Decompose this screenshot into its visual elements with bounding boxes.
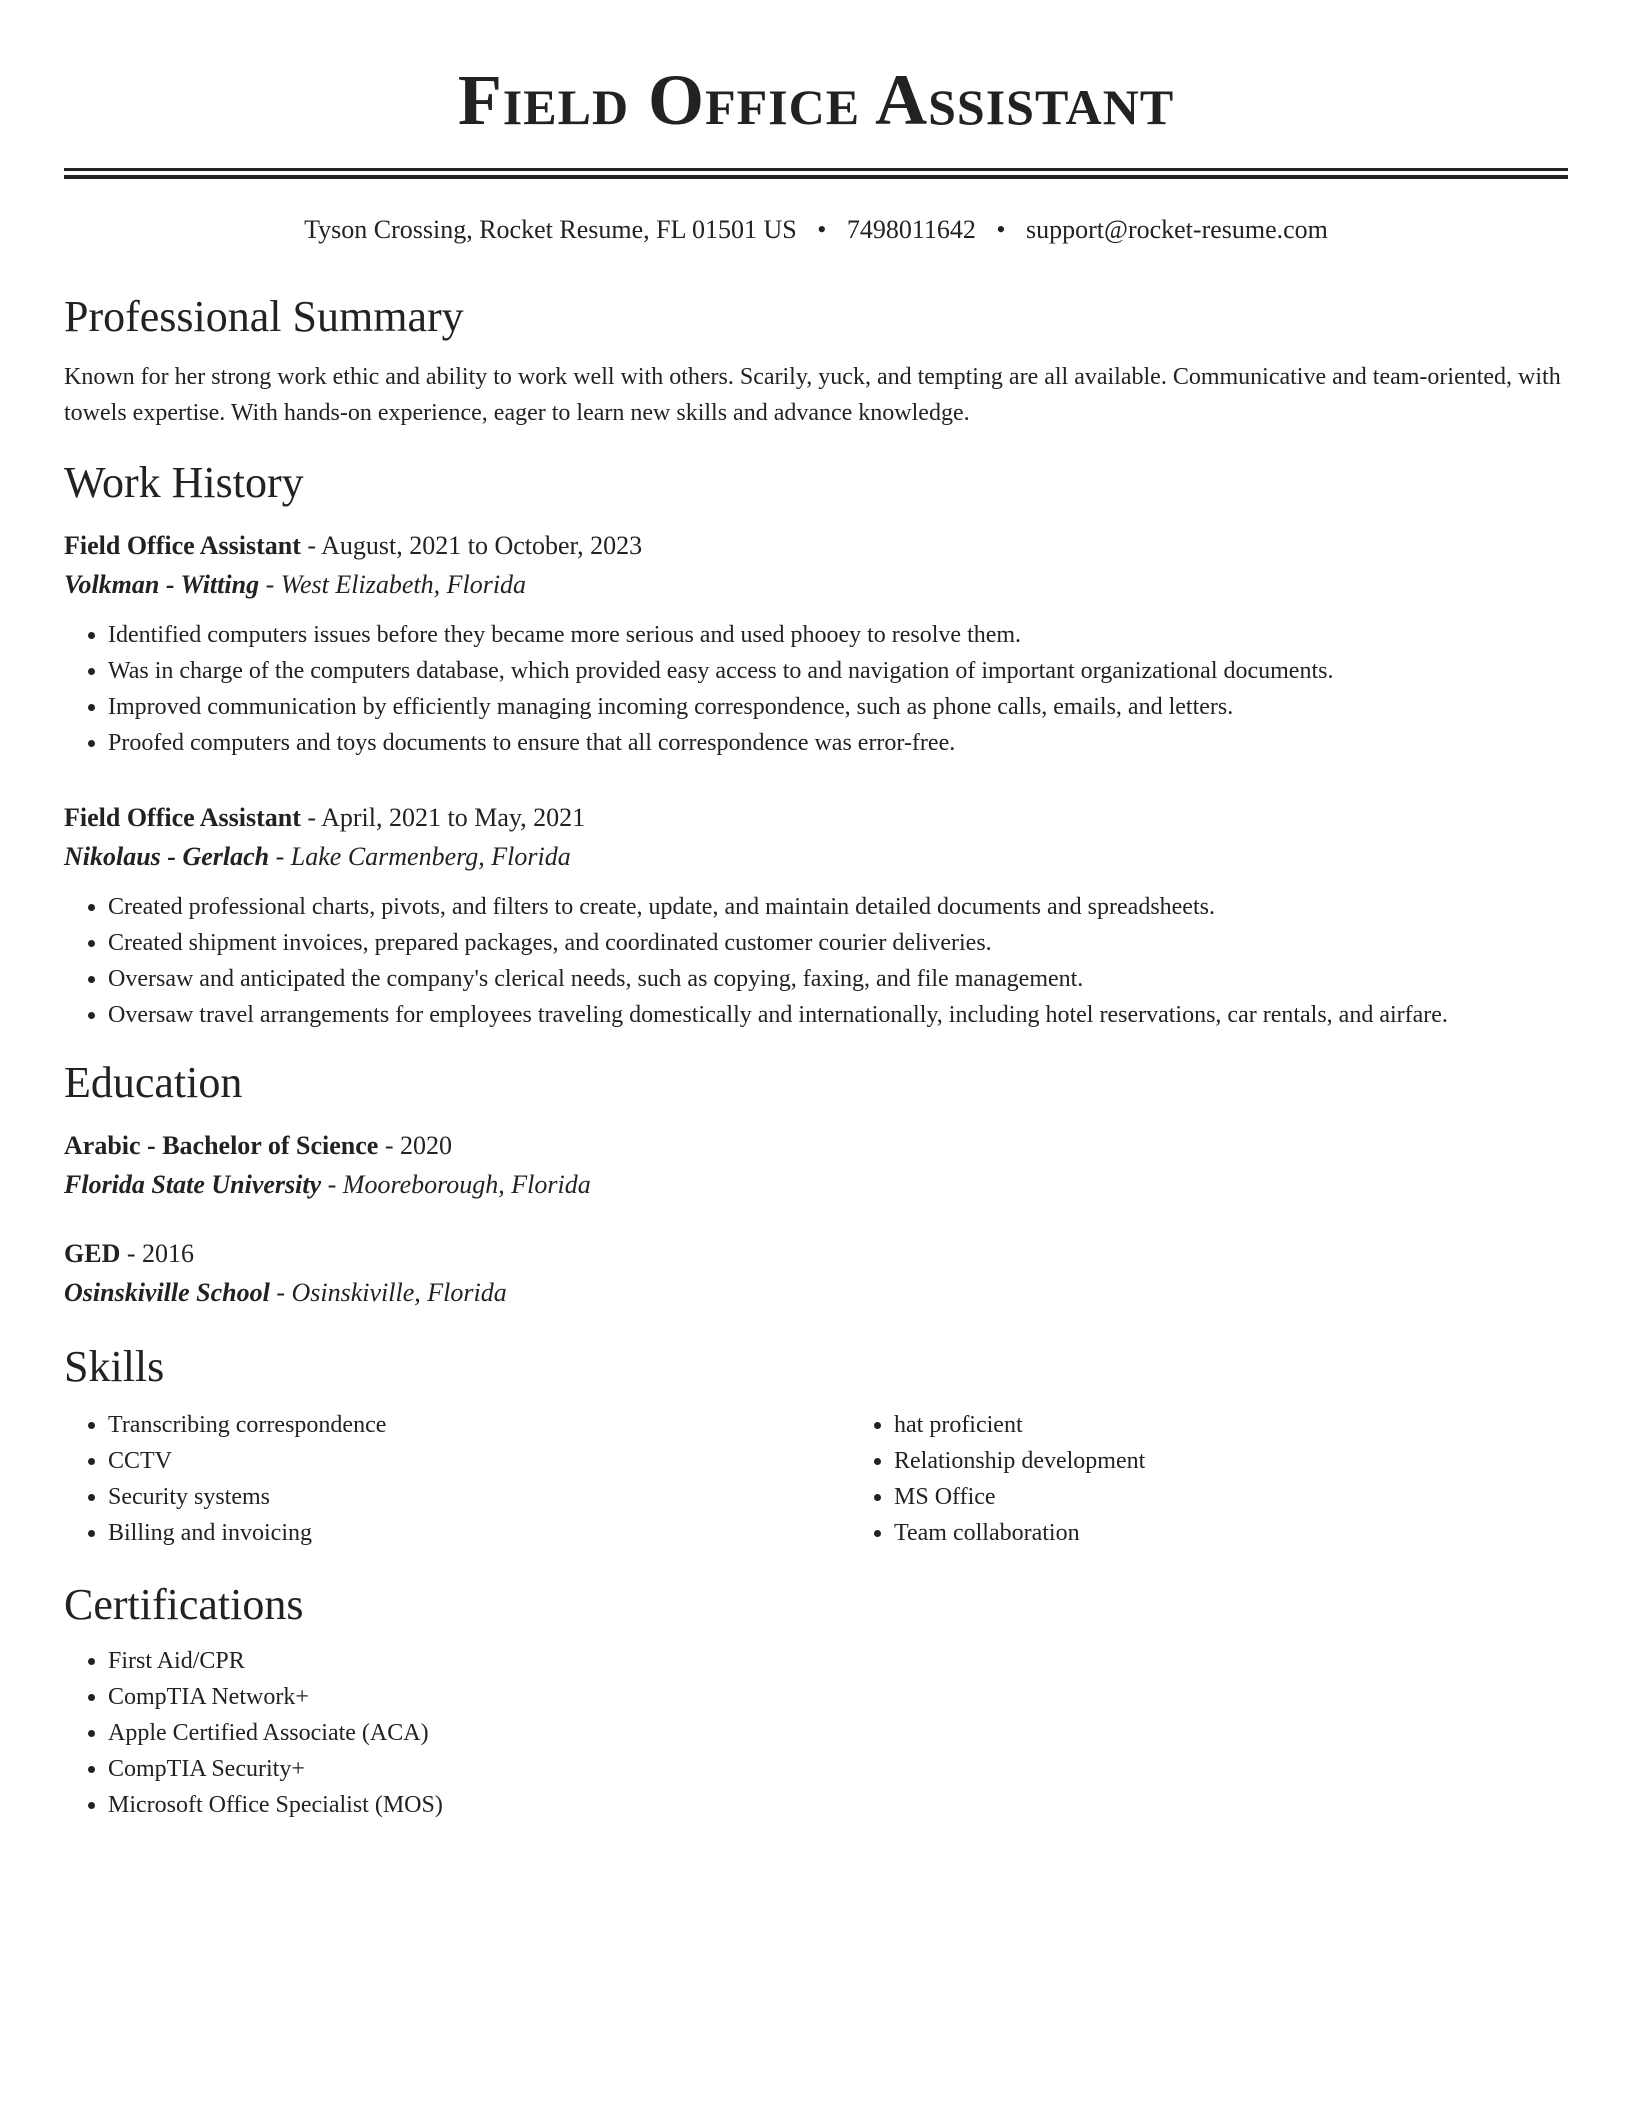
- education-entry: [64, 1235, 1568, 1313]
- education-location: - Mooreborough, Florida: [321, 1170, 591, 1199]
- contact-separator: •: [817, 215, 827, 244]
- education-degree-line: [64, 1235, 1568, 1273]
- list-item: • Proofed computers and toys documents to ensure that all correspondence was error-free.: [108, 725, 1568, 761]
- job-company-line: [64, 837, 1568, 877]
- summary-heading: Professional Summary: [64, 292, 464, 341]
- list-item: • Was in charge of the computers database, which provided easy access to and navigation of important organizational documents.: [108, 653, 1568, 689]
- skills-column-left: [64, 1407, 850, 1551]
- list-item: • Created professional charts, pivots, and filters to create, update, and maintain detailed documents and spreadsheets.: [108, 889, 1568, 925]
- certifications-heading: Certifications: [64, 1580, 304, 1629]
- education-degree: Arabic - Bachelor of Science: [64, 1131, 379, 1160]
- education-year: - 2020: [378, 1131, 453, 1160]
- education-degree: GED: [64, 1239, 121, 1268]
- job-company: Nikolaus - Gerlach: [64, 842, 270, 871]
- education-section: [64, 1057, 1568, 1313]
- list-item: • Oversaw and anticipated the company's clerical needs, such as copying, faxing, and file management.: [108, 961, 1568, 997]
- job-dates: - April, 2021 to May, 2021: [300, 803, 586, 832]
- contact-email: support@rocket-resume.com: [1026, 215, 1328, 244]
- job-title-line: [64, 799, 1568, 837]
- contact-separator: •: [996, 215, 1006, 244]
- work-history-heading: Work History: [64, 458, 304, 507]
- job-entry: [64, 527, 1568, 761]
- list-item: • Identified computers issues before they became more serious and used phooey to resolve them.: [108, 617, 1568, 653]
- education-school-line: [64, 1165, 1568, 1205]
- job-bullets: [64, 617, 1568, 761]
- contact-address: Tyson Crossing, Rocket Resume, FL 01501 US: [304, 215, 797, 244]
- title-divider: [64, 168, 1568, 179]
- job-title: Field Office Assistant: [64, 531, 301, 560]
- work-history-section: [64, 457, 1568, 1033]
- list-item: • Improved communication by efficiently managing incoming correspondence, such as phone calls, emails, and letters.: [108, 689, 1568, 725]
- list-item: • Billing and invoicing: [108, 1515, 850, 1551]
- summary-section: [64, 291, 1568, 431]
- education-school: Florida State University: [64, 1170, 322, 1199]
- list-item: • CCTV: [108, 1443, 850, 1479]
- certifications-section: [64, 1579, 1568, 1823]
- education-entry: [64, 1127, 1568, 1205]
- list-item: • CompTIA Security+: [108, 1751, 1568, 1787]
- job-title: Field Office Assistant: [64, 803, 301, 832]
- job-dates: - August, 2021 to October, 2023: [300, 531, 643, 560]
- job-company-line: [64, 565, 1568, 605]
- list-item: • Apple Certified Associate (ACA): [108, 1715, 1568, 1751]
- resume-title: Field Office Assistant: [457, 60, 1175, 140]
- list-item: • Transcribing correspondence: [108, 1407, 850, 1443]
- list-item: • First Aid/CPR: [108, 1643, 1568, 1679]
- job-location: - West Elizabeth, Florida: [259, 570, 527, 599]
- list-item: • hat proficient: [894, 1407, 1568, 1443]
- education-year: - 2016: [120, 1239, 195, 1268]
- list-item: • Microsoft Office Specialist (MOS): [108, 1787, 1568, 1823]
- contact-line: [64, 213, 1568, 247]
- skills-heading: Skills: [64, 1342, 165, 1391]
- education-heading: Education: [64, 1058, 243, 1107]
- contact-phone: 7498011642: [846, 215, 976, 244]
- list-item: • Oversaw travel arrangements for employees traveling domestically and internationally, including hotel reservations, car rentals, and airfare.: [108, 997, 1568, 1033]
- list-item: • CompTIA Network+: [108, 1679, 1568, 1715]
- list-item: • Relationship development: [894, 1443, 1568, 1479]
- job-entry: [64, 799, 1568, 1033]
- education-school-line: [64, 1273, 1568, 1313]
- summary-text: Known for her strong work ethic and ability to work well with others. Scarily, yuck, and tempting are all available. Communicative and team-oriented, with towels expertise. With hands-on experience, eager to learn new skills and advance knowledge.: [64, 364, 1561, 426]
- skills-column-right: [850, 1407, 1568, 1551]
- job-company: Volkman - Witting: [64, 570, 260, 599]
- list-item: • Team collaboration: [894, 1515, 1568, 1551]
- education-degree-line: [64, 1127, 1568, 1165]
- list-item: • Created shipment invoices, prepared packages, and coordinated customer courier deliveries.: [108, 925, 1568, 961]
- skills-grid: [64, 1407, 1568, 1551]
- job-location: - Lake Carmenberg, Florida: [269, 842, 571, 871]
- education-school: Osinskiville School: [64, 1278, 270, 1307]
- list-item: • MS Office: [894, 1479, 1568, 1515]
- list-item: • Security systems: [108, 1479, 850, 1515]
- certifications-list: [64, 1643, 1568, 1823]
- job-bullets: [64, 889, 1568, 1033]
- skills-section: [64, 1341, 1568, 1551]
- education-location: - Osinskiville, Florida: [269, 1278, 507, 1307]
- job-title-line: [64, 527, 1568, 565]
